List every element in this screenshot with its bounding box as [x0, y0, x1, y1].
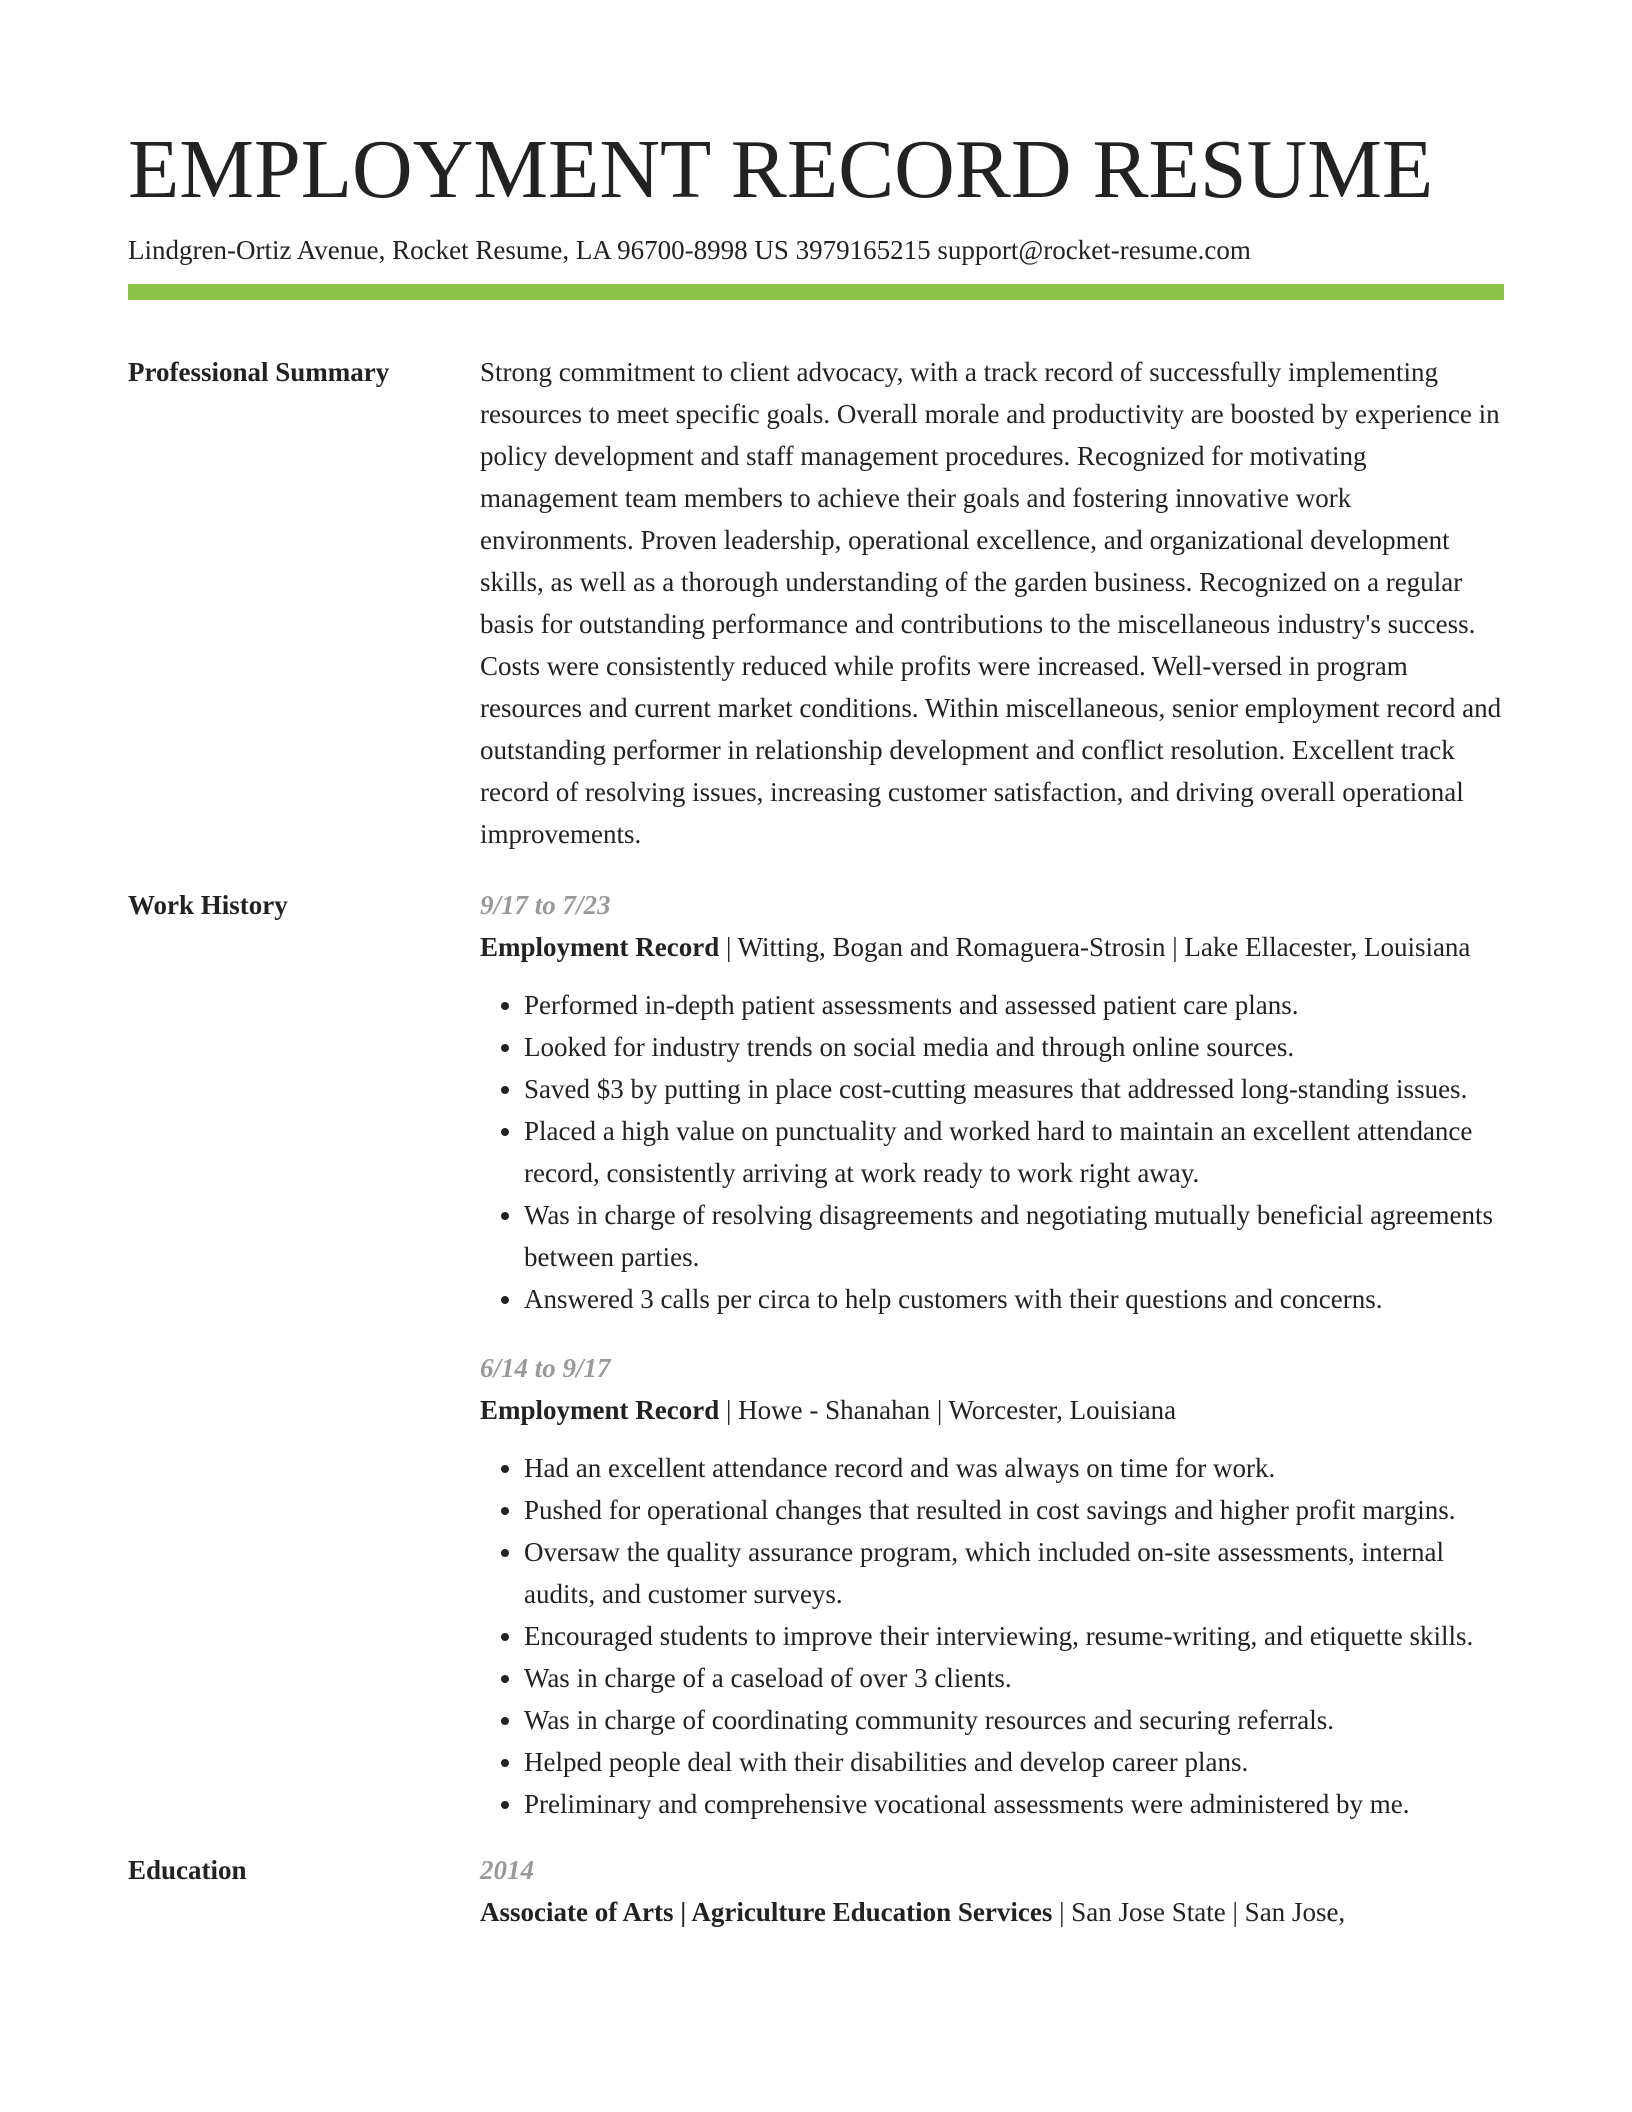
list-item: • Oversaw the quality assurance program, which included on-site assessments, internal audits, and customer surveys.: [524, 1531, 1504, 1615]
education-dates: 2014: [480, 1855, 534, 1885]
list-item: • Looked for industry trends on social media and through online sources.: [524, 1026, 1504, 1068]
job-dates: 6/14 to 9/17: [480, 1353, 611, 1383]
section-label-work-history: Work History: [128, 890, 288, 920]
list-item: • Had an excellent attendance record and was always on time for work.: [524, 1447, 1504, 1489]
job-entry: [480, 884, 1504, 1320]
education-heading: [480, 1891, 1504, 1933]
list-item: • Answered 3 calls per circa to help customers with their questions and concerns.: [524, 1278, 1504, 1320]
resume-title: EMPLOYMENT RECORD RESUME: [128, 123, 1434, 216]
job-details: | Howe - Shanahan | Worcester, Louisiana: [719, 1395, 1177, 1425]
list-item: • Was in charge of resolving disagreements and negotiating mutually beneficial agreements between parties.: [524, 1194, 1504, 1278]
section-label-education: Education: [128, 1855, 247, 1885]
list-item: • Placed a high value on punctuality and worked hard to maintain an excellent attendance record, consistently arriving at work ready to work right away.: [524, 1110, 1504, 1194]
job-bullets: [480, 984, 1504, 1320]
list-item: • Preliminary and comprehensive vocational assessments were administered by me.: [524, 1783, 1504, 1825]
header-divider: [128, 284, 1504, 300]
list-item: • Saved $3 by putting in place cost-cutting measures that addressed long-standing issues.: [524, 1068, 1504, 1110]
job-dates: 9/17 to 7/23: [480, 890, 611, 920]
job-entry: [480, 1347, 1504, 1825]
degree-title: Associate of Arts | Agriculture Education Services: [480, 1897, 1053, 1927]
job-bullets: [480, 1447, 1504, 1825]
contact-line: Lindgren-Ortiz Avenue, Rocket Resume, LA 96700-8998 US 3979165215 support@rocket-resume.com: [128, 235, 1251, 265]
work-history-body: [480, 884, 1504, 1825]
job-details: | Witting, Bogan and Romaguera-Strosin | Lake Ellacester, Louisiana: [719, 932, 1471, 962]
list-item: • Helped people deal with their disabilities and develop career plans.: [524, 1741, 1504, 1783]
resume-page: [128, 0, 1504, 1933]
job-heading: [480, 926, 1504, 968]
education-body: [480, 1849, 1504, 1933]
list-item: • Performed in-depth patient assessments and assessed patient care plans.: [524, 984, 1504, 1026]
list-item: • Encouraged students to improve their interviewing, resume-writing, and etiquette skills.: [524, 1615, 1504, 1657]
job-title: Employment Record: [480, 932, 720, 962]
summary-body: [480, 351, 1504, 855]
list-item: • Was in charge of coordinating community resources and securing referrals.: [524, 1699, 1504, 1741]
list-item: • Pushed for operational changes that resulted in cost savings and higher profit margins.: [524, 1489, 1504, 1531]
section-label-summary: Professional Summary: [128, 357, 390, 387]
work-history-section: [128, 884, 1504, 1825]
job-heading: [480, 1389, 1504, 1431]
education-details: | San Jose State | San Jose,: [1052, 1897, 1346, 1927]
education-section: [128, 1849, 1504, 1933]
summary-text: Strong commitment to client advocacy, with a track record of successfully implementing resources to meet specific goals. Overall morale and productivity are boosted by experience in policy development and staff management procedures. Recognized for motivating management team members to achieve their goals and fostering innovative work environments. Proven leadership, operational excellence, and organizational development skills, as well as a thorough understanding of the garden business. Recognized on a regular basis for outstanding performance and contributions to the miscellaneous industry's success. Costs were consistently reduced while profits were increased. Well-versed in program resources and current market conditions. Within miscellaneous, senior employment record and outstanding performer in relationship development and conflict resolution. Excellent track record of resolving issues, increasing customer satisfaction, and driving overall operational improvements.: [480, 357, 1502, 849]
job-title: Employment Record: [480, 1395, 720, 1425]
summary-section: [128, 351, 1504, 855]
list-item: • Was in charge of a caseload of over 3 clients.: [524, 1657, 1504, 1699]
